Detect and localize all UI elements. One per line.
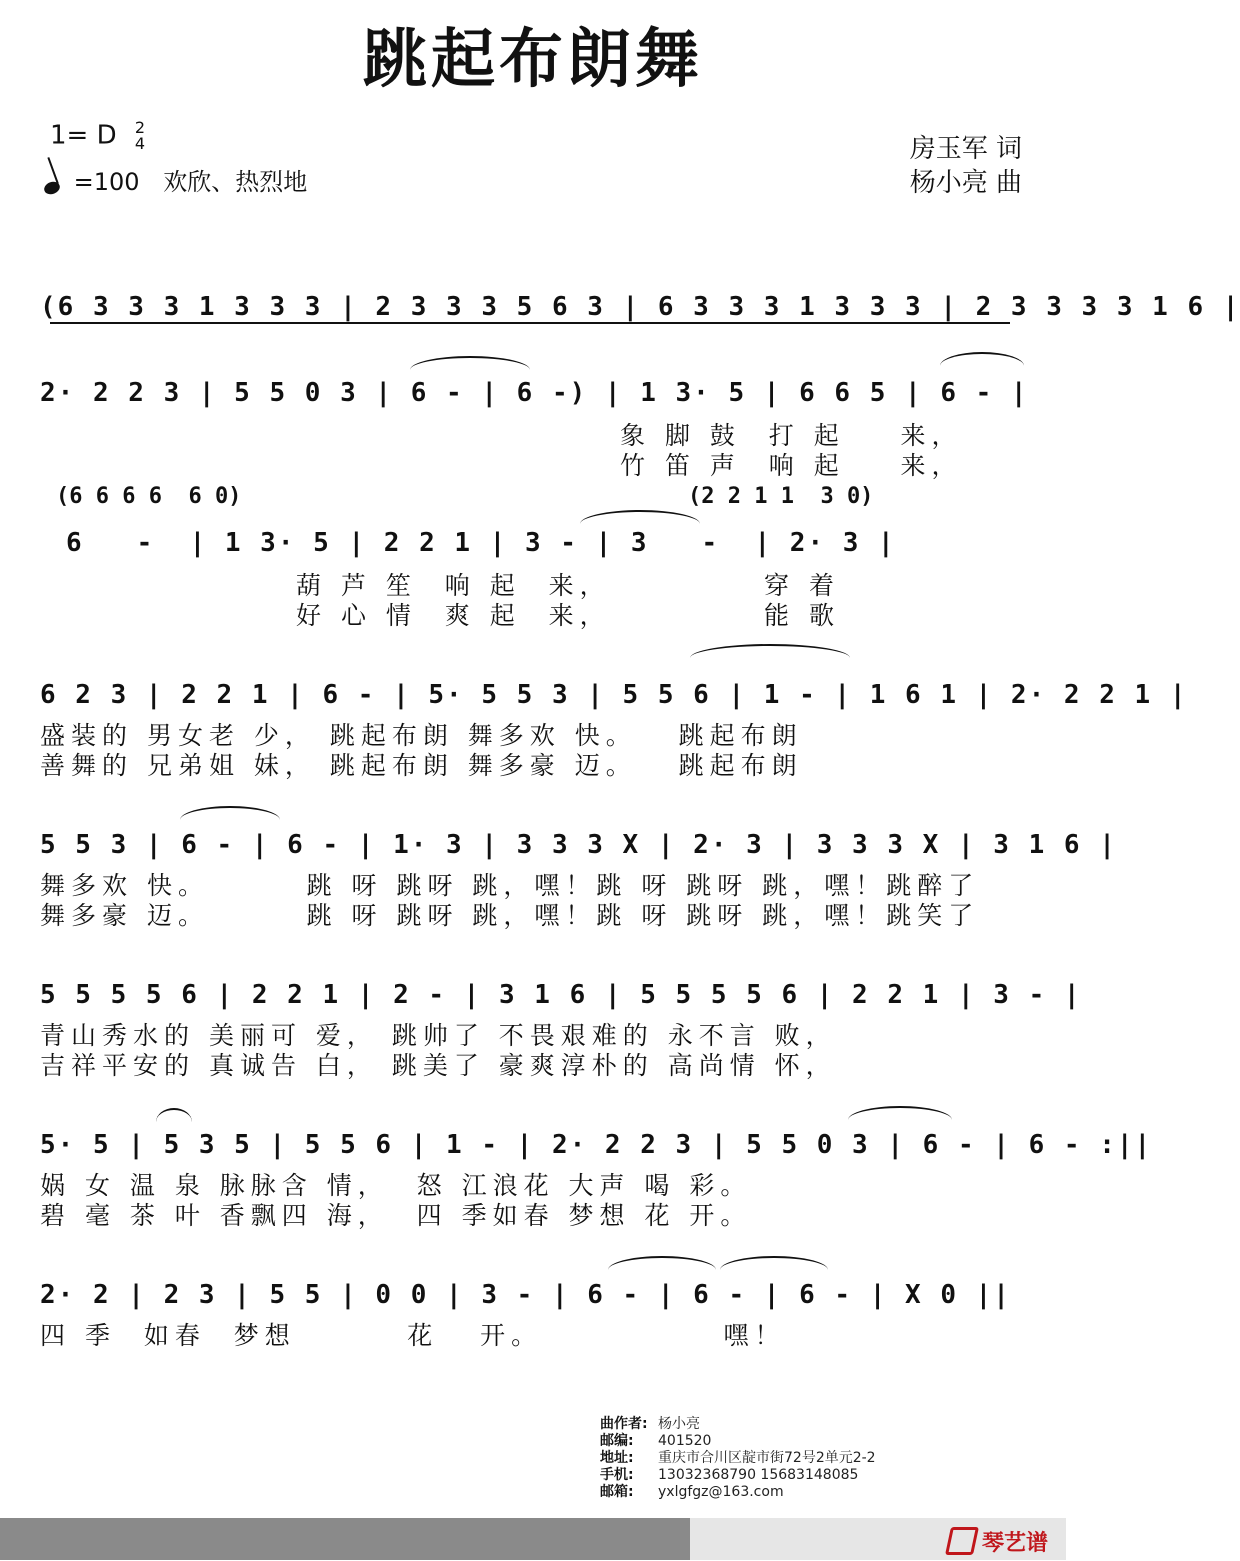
- tie-slur: [608, 1256, 716, 1270]
- system-2-lyrics-2: 竹 笛 声 响 起 来，: [620, 451, 963, 480]
- system-2-notes: 2· 2 2 3 | 5 5 0 3 | 6 - | 6 -) | 1 3· 5 | 6 6 5 | 6 - |: [40, 378, 1029, 408]
- system-1-notes: (6 3 3 3 1 3 3 3 | 2 3 3 3 5 6 3 | 6 3 3 3 1 3 3 3 | 2 3 3 3 3 1 6 |: [40, 292, 1240, 322]
- time-top: 2: [134, 118, 146, 137]
- system-2: [40, 374, 1030, 408]
- system-3-lyrics-1: 葫 芦 笙 响 起 来， 穿 着: [296, 571, 840, 600]
- system-2-lyrics-1: 象 脚 鼓 打 起 来，: [620, 421, 963, 450]
- system-3-cue-right: (2 2 1 1 3 0): [688, 484, 874, 509]
- system-6-lyrics-1: 青山秀水的 美丽可 爱， 跳帅了 不畏艰难的 永不言 败，: [40, 1021, 837, 1050]
- tie-slur: [180, 806, 280, 820]
- info-composer-label: 曲作者:: [600, 1416, 648, 1432]
- tie-slur: [848, 1106, 952, 1120]
- system-3: [40, 524, 1030, 558]
- time-bottom: 4: [134, 134, 146, 153]
- tie-slur: [410, 356, 530, 370]
- tempo-expression: 欢欣、热烈地: [163, 168, 308, 196]
- system-5-notes: 5 5 3 | 6 - | 6 - | 1· 3 | 3 3 3 X | 2· 3 | 3 3 3 X | 3 1 6 |: [40, 830, 1117, 860]
- site-logo[interactable]: [948, 1526, 1048, 1557]
- tempo-marking: [44, 162, 307, 197]
- tie-slur: [940, 352, 1024, 366]
- system-6-notes: 5 5 5 5 6 | 2 2 1 | 2 - | 3 1 6 | 5 5 5 5 6 | 2 2 1 | 3 - |: [40, 980, 1082, 1010]
- key-label: 1= D: [50, 120, 117, 151]
- system-1: [40, 288, 1240, 322]
- info-postcode-value: 401520: [658, 1433, 712, 1449]
- system-3-notes: 6 - | 1 3· 5 | 2 2 1 | 3 - | 3 - | 2· 3 |: [66, 528, 896, 558]
- system-3-cue-left: (6 6 6 6 6 0): [56, 484, 242, 509]
- system-4-lyrics-1: 盛装的 男女老 少， 跳起布朗 舞多欢 快。 跳起布朗: [40, 721, 803, 750]
- system-8-notes: 2· 2 | 2 3 | 5 5 | 0 0 | 3 - | 6 - | 6 - | 6 - | X 0 ||: [40, 1280, 1011, 1310]
- info-address-value: 重庆市合川区靛市街72号2单元2-2: [658, 1450, 876, 1466]
- lyricist: 房玉军 词: [909, 134, 1022, 164]
- logo-text: 琴艺谱: [981, 1531, 1048, 1556]
- system-5-lyrics-1: 舞多欢 快。 跳 呀 跳呀 跳，嘿！跳 呀 跳呀 跳，嘿！跳醉了: [40, 871, 980, 900]
- composer-info: [600, 1416, 876, 1501]
- info-email-label: 邮箱:: [600, 1484, 634, 1500]
- quarter-note-icon: [42, 180, 61, 197]
- tempo-value: =100: [73, 168, 140, 196]
- logo-icon: [945, 1527, 979, 1555]
- system-4-notes: 6 2 3 | 2 2 1 | 6 - | 5· 5 5 3 | 5 5 6 | 1 - | 1 6 1 | 2· 2 2 1 |: [40, 680, 1188, 710]
- system-5: [40, 826, 1117, 860]
- info-postcode-label: 邮编:: [600, 1433, 634, 1449]
- tie-slur: [580, 510, 700, 524]
- credits: [910, 132, 1022, 200]
- system-6-lyrics-2: 吉祥平安的 真诚告 白， 跳美了 豪爽淳朴的 高尚情 怀，: [40, 1051, 837, 1080]
- composer: 杨小亮 曲: [909, 168, 1022, 198]
- info-address-label: 地址:: [600, 1450, 634, 1466]
- system-8-lyrics-1: 四 季 如春 梦想 花 开。 嘿！: [40, 1321, 786, 1350]
- info-email-value: yxlgfgz@163.com: [658, 1484, 784, 1500]
- tie-slur: [690, 644, 850, 658]
- time-signature: [135, 120, 145, 152]
- system-7: [40, 1126, 1153, 1160]
- system-7-lyrics-1: 娲 女 温 泉 脉脉含 情， 怒 江浪花 大声 喝 彩。: [40, 1171, 752, 1200]
- system-8: [40, 1276, 1030, 1310]
- system-7-lyrics-2: 碧 毫 茶 叶 香飘四 海， 四 季如春 梦想 花 开。: [40, 1201, 752, 1230]
- system-4-lyrics-2: 善舞的 兄弟姐 妹， 跳起布朗 舞多豪 迈。 跳起布朗: [40, 751, 803, 780]
- system-5-lyrics-2: 舞多豪 迈。 跳 呀 跳呀 跳，嘿！跳 呀 跳呀 跳，嘿！跳笑了: [40, 901, 980, 930]
- footer-bar: [0, 1518, 690, 1560]
- system-3-lyrics-2: 好 心 情 爽 起 来， 能 歌: [296, 601, 840, 630]
- system-6: [40, 976, 1082, 1010]
- key-signature: [50, 120, 145, 152]
- info-phone-value: 13032368790 15683148085: [658, 1467, 859, 1483]
- page-title: 跳起布朗舞: [363, 23, 703, 97]
- underline-beam: [50, 322, 1010, 324]
- info-composer-value: 杨小亮: [658, 1416, 700, 1432]
- info-phone-label: 手机:: [600, 1467, 634, 1483]
- tie-slur: [156, 1108, 192, 1122]
- tie-slur: [720, 1256, 828, 1270]
- system-7-notes: 5· 5 | 5 3 5 | 5 5 6 | 1 - | 2· 2 2 3 | 5 5 0 3 | 6 - | 6 - :||: [40, 1130, 1153, 1160]
- system-4: [40, 676, 1188, 710]
